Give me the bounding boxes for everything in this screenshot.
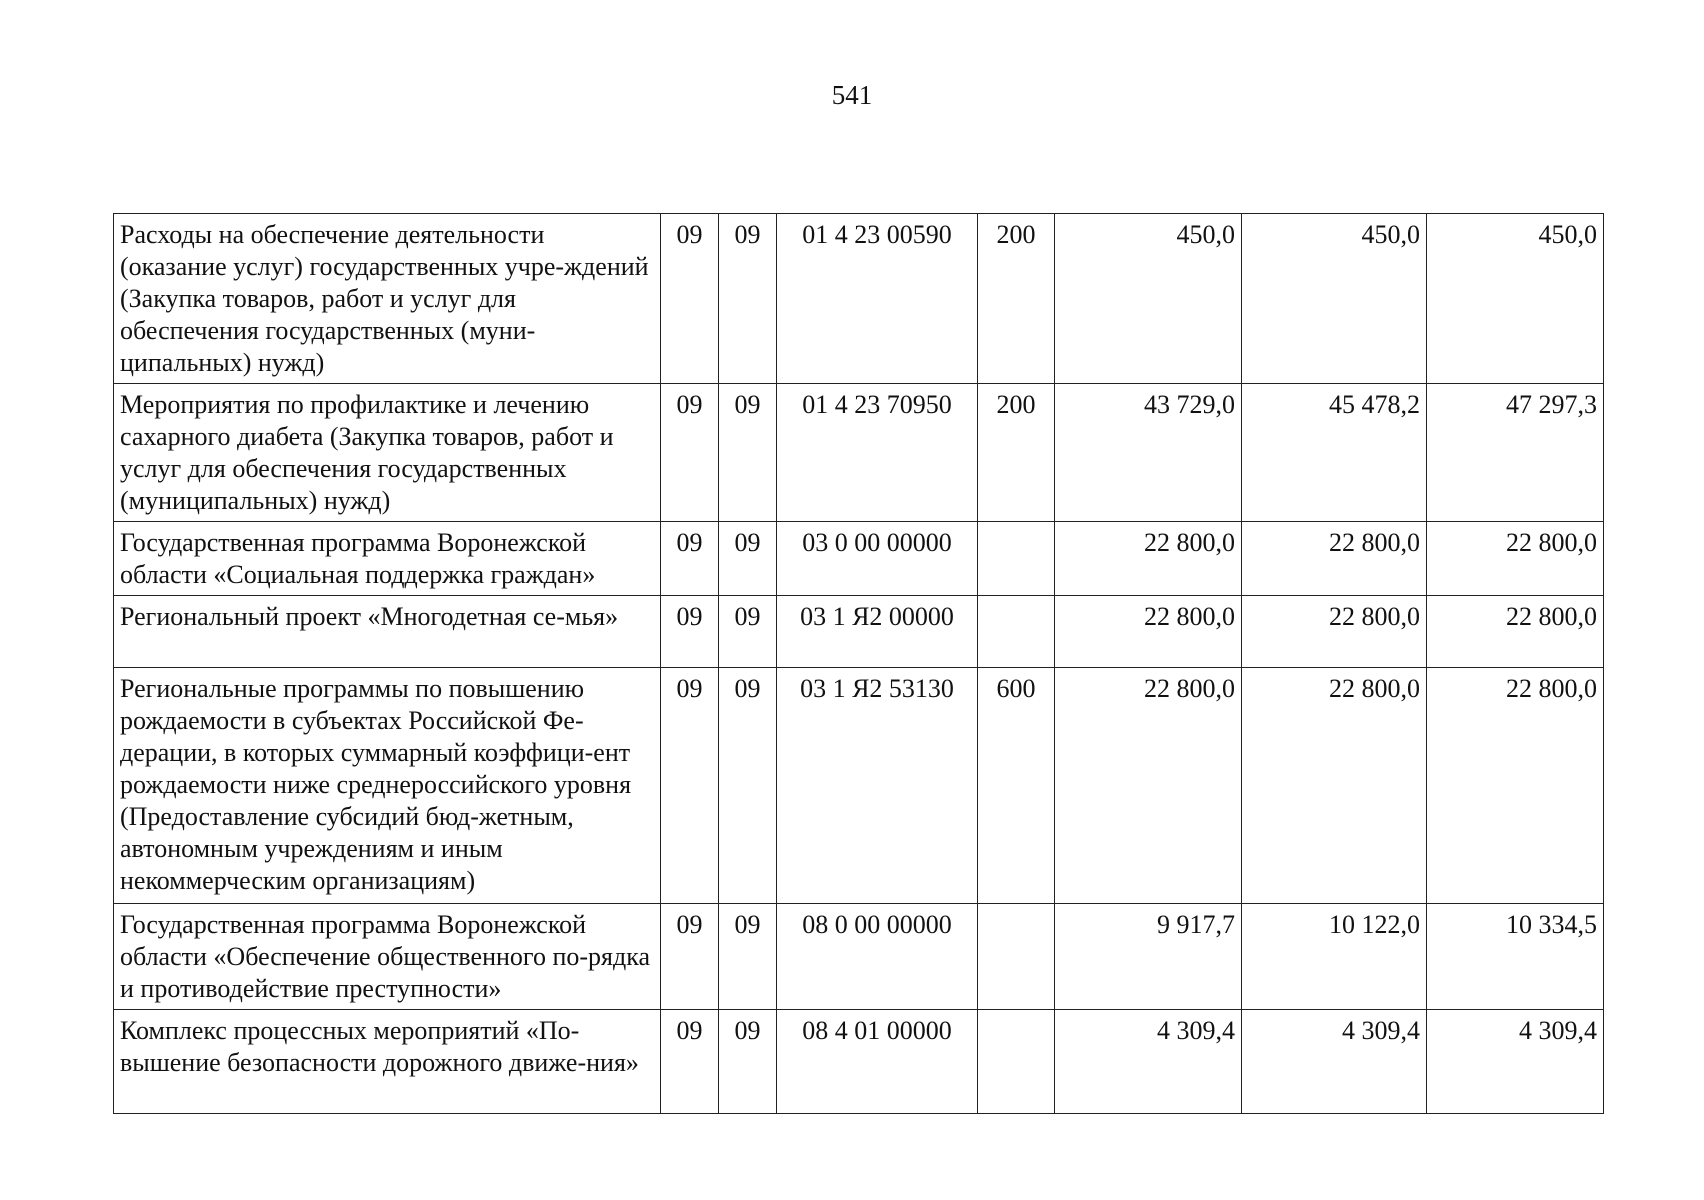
target-article-code: 03 0 00 00000 [777,522,978,596]
table-row [114,904,1604,1010]
subsection-code: 09 [719,522,777,596]
amount-col-1: 22 800,0 [1055,668,1242,904]
expense-type-code [978,522,1055,596]
amount-col-2: 22 800,0 [1242,522,1427,596]
table-row [114,214,1604,384]
row-name: Региональный проект «Многодетная се-мья» [114,596,661,668]
row-name: Мероприятия по профилактике и лечению сахарного диабета (Закупка товаров, работ и услуг для обеспечения государственных (муниципальных) нужд) [114,384,661,522]
table-row [114,596,1604,668]
subsection-code: 09 [719,668,777,904]
amount-col-1: 43 729,0 [1055,384,1242,522]
expense-type-code: 200 [978,214,1055,384]
amount-col-3: 47 297,3 [1427,384,1604,522]
amount-col-2: 450,0 [1242,214,1427,384]
table-row [114,1010,1604,1114]
subsection-code: 09 [719,596,777,668]
row-name: Государственная программа Воронежской области «Социальная поддержка граждан» [114,522,661,596]
expense-type-code: 600 [978,668,1055,904]
target-article-code: 01 4 23 00590 [777,214,978,384]
expense-type-code [978,904,1055,1010]
amount-col-3: 22 800,0 [1427,668,1604,904]
amount-col-1: 9 917,7 [1055,904,1242,1010]
row-name: Региональные программы по повышению рождаемости в субъектах Российской Фе-дерации, в которых суммарный коэффици-ент рождаемости ниже среднероссийского уровня (Предоставление субсидий бюд-жетным, автономным учреждениям и иным некоммерческим организациям) [114,668,661,904]
amount-col-3: 22 800,0 [1427,522,1604,596]
subsection-code: 09 [719,1010,777,1114]
table-row [114,522,1604,596]
section-code: 09 [661,522,719,596]
amount-col-3: 450,0 [1427,214,1604,384]
expense-type-code [978,1010,1055,1114]
row-name: Комплекс процессных мероприятий «По-вышение безопасности дорожного движе-ния» [114,1010,661,1114]
amount-col-3: 10 334,5 [1427,904,1604,1010]
target-article-code: 08 4 01 00000 [777,1010,978,1114]
amount-col-1: 4 309,4 [1055,1010,1242,1114]
amount-col-1: 22 800,0 [1055,522,1242,596]
subsection-code: 09 [719,384,777,522]
amount-col-3: 4 309,4 [1427,1010,1604,1114]
subsection-code: 09 [719,904,777,1010]
section-code: 09 [661,214,719,384]
table-row [114,384,1604,522]
amount-col-2: 10 122,0 [1242,904,1427,1010]
amount-col-2: 22 800,0 [1242,668,1427,904]
section-code: 09 [661,904,719,1010]
row-name: Расходы на обеспечение деятельности (оказание услуг) государственных учре-ждений (Закупка товаров, работ и услуг для обеспечения государственных (муни-ципальных) нужд) [114,214,661,384]
section-code: 09 [661,384,719,522]
table-row [114,668,1604,904]
amount-col-2: 4 309,4 [1242,1010,1427,1114]
expense-type-code: 200 [978,384,1055,522]
target-article-code: 01 4 23 70950 [777,384,978,522]
amount-col-1: 450,0 [1055,214,1242,384]
amount-col-2: 22 800,0 [1242,596,1427,668]
section-code: 09 [661,596,719,668]
amount-col-3: 22 800,0 [1427,596,1604,668]
budget-table [113,213,1604,1114]
subsection-code: 09 [719,214,777,384]
expense-type-code [978,596,1055,668]
section-code: 09 [661,1010,719,1114]
section-code: 09 [661,668,719,904]
row-name: Государственная программа Воронежской области «Обеспечение общественного по-рядка и противодействие преступности» [114,904,661,1010]
page-number: 541 [831,80,873,110]
amount-col-1: 22 800,0 [1055,596,1242,668]
target-article-code: 03 1 Я2 53130 [777,668,978,904]
target-article-code: 08 0 00 00000 [777,904,978,1010]
amount-col-2: 45 478,2 [1242,384,1427,522]
target-article-code: 03 1 Я2 00000 [777,596,978,668]
